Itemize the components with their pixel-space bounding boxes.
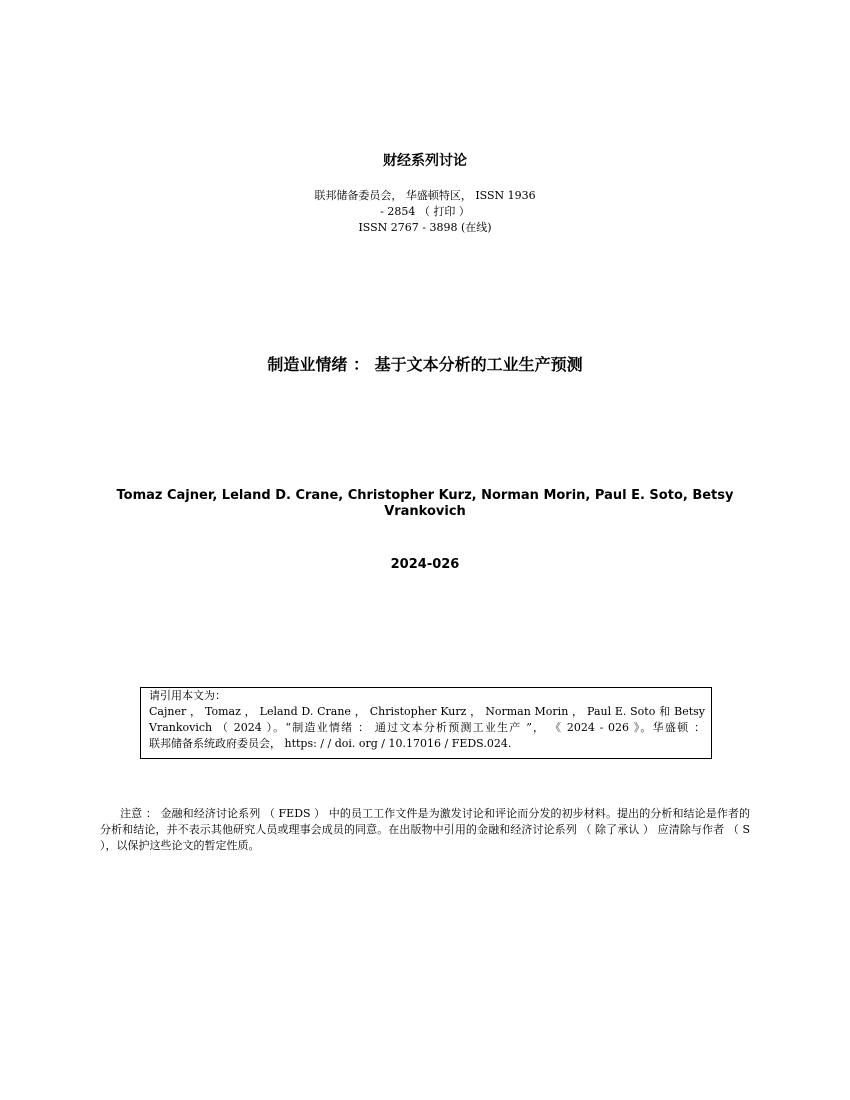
authors	[100, 488, 750, 520]
citation-line-2: Vrankovich （ 2024 ）。“制造业情绪 ： 通过文本分析预测工业生产 ”， 《 2024 - 026 》。华盛顿 ：	[149, 721, 705, 734]
disclaimer-text: 注意 ： 金融和经济讨论系列 （ FEDS ） 中的员工工作文件是为激发讨论和评论而分发的初步材料。提出的分析和结论是作者的分析和结论，并不表示其他研究人员或理事会成员的同意。在出版物中引用的金融和经济讨论系列 （ 除了承认 ） 应清除与作者 （ S ），以保护这些论文的暂定性质。	[100, 807, 750, 852]
citation-line-1: Cajner ， Tomaz ， Leland D. Crane ， Christopher Kurz ， Norman Morin ， Paul E. Soto 和 Betsy	[149, 705, 705, 718]
citation-line-3: 联邦储备系统政府委员会， https: / / doi. org / 10.17016 / FEDS.024.	[149, 737, 512, 750]
authors-line-1: Tomaz Cajner, Leland D. Crane, Christopher Kurz, Norman Morin, Paul E. Soto, Betsy	[116, 488, 734, 503]
publisher-line-2: - 2854 （ 打印 ）	[380, 205, 470, 218]
disclaimer-note	[100, 806, 750, 854]
paper-title: 制造业情绪 ： 基于文本分析的工业生产预测	[267, 355, 583, 374]
paper-number: 2024-026	[390, 557, 460, 572]
series-title: 财经系列讨论	[383, 153, 467, 169]
publisher-line-1: 联邦储备委员会， 华盛顿特区， ISSN 1936	[314, 189, 536, 202]
citation-box	[140, 687, 712, 759]
citation-heading: 请引用本文为：	[149, 689, 226, 702]
publisher-line-3: ISSN 2767 - 3898 (在线)	[358, 221, 492, 234]
authors-line-2: Vrankovich	[384, 504, 466, 519]
